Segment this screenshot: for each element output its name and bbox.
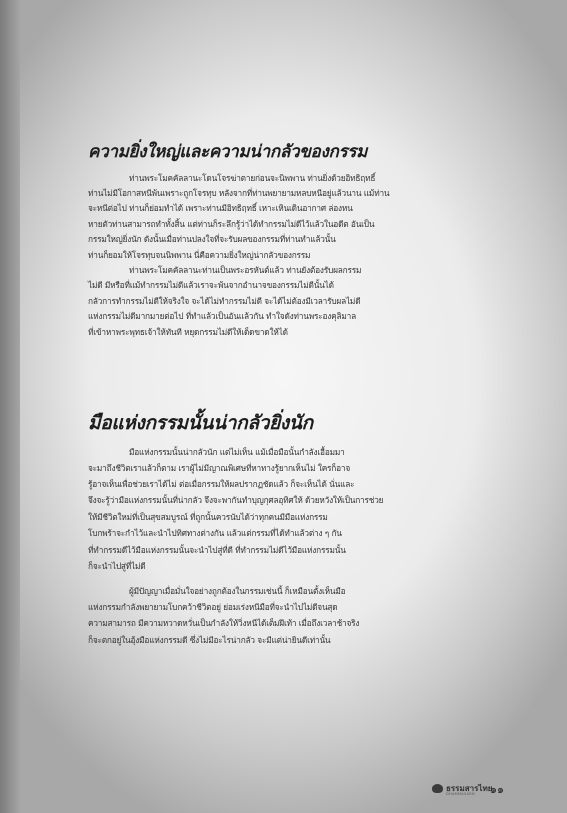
body-line: ไม่ดี มีหรือที่แม้ทำกรรมไม่ดีแล้วเราจะพ้นจากอำนาจของกรรมไม่ดีนั้นได้ <box>88 280 334 290</box>
lotus-logo-icon <box>432 784 443 793</box>
body-line: ท่านพระโมคคัลลานะท่านเป็นพระอรหันต์แล้ว ท่านยังต้องรับผลกรรม <box>129 265 362 275</box>
body-line: จะหนีต่อไป ท่านก็ย่อมทำได้ เพราะท่านมีอิทธิฤทธิ์ เหาะเหินเดินอากาศ ล่องหน <box>88 203 353 213</box>
body-line: มือแห่งกรรมนั้นน่ากลัวนัก แต่ไม่เห็น แม้เมื่อมือนั้นกำลังเอื้อมมา <box>129 447 345 457</box>
body-line: กลัวการทำกรรมไม่ดีให้จริงใจ จะได้ไม่ทำกรรมไม่ดี จะได้ไม่ต้องมีเวลารับผลไม่ดี <box>88 296 361 306</box>
page-number: ๑๑ <box>490 783 504 796</box>
body-line: ท่านก็ยอมให้โจรทุบจนนิพพาน นี่คือความยิ่งใหญ่น่ากลัวของกรรม <box>88 250 311 260</box>
body-line: ให้มีชีวิตใหม่ที่เป็นสุขสมบูรณ์ ที่ถูกนั้นควรนับได้ว่าทุกคนมีมือแห่งกรรม <box>88 512 328 522</box>
body-line: ที่ทำกรรมดีไว้มือแห่งกรรมนั้นจะนำไปสู่ที่ดี ที่ทำกรรมไม่ดีไว้มือแห่งกรรมนั้น <box>88 545 346 555</box>
body-line: ผู้มีปัญญาเมื่อมั่นใจอย่างถูกต้องในกรรมเช่นนี้ ก็เหมือนตั้งเห็นมือ <box>129 586 346 596</box>
body-line: ท่านไม่มีโอกาสหนีพ้นเพราะถูกโจรทุบ หลังจากที่ท่านพยายามหลบหนีอยู่แล้วนาน แม้ท่าน <box>88 188 390 198</box>
body-line: แห่งกรรมไม่ดีมากมายต่อไป ที่ทำแล้วเป็นอันแล้วกัน ทำใจดังท่านพระองคุลิมาล <box>88 311 356 321</box>
body-line: หายตัวท่านสามารถทำทั้งสิ้น แต่ท่านก็ระลึกรู้ว่าได้ทำกรรมไม่ดีไว้แล้วในอดีต อันเป็น <box>88 219 375 229</box>
body-line: แห่งกรรมกำลังพยายามโบกคว้าชีวิตอยู่ ย่อมเร่งหนีมือที่จะนำไปไม่ดีจนสุด <box>88 602 338 612</box>
body-line: โบกพร้าจะกำไว้และนำไปทิศทางต่างกัน แล้วแต่กรรมที่ได้ทำแล้วต่าง ๆ กัน <box>88 528 342 538</box>
body-line: กรรมใหญ่ยิ่งนัก ดังนั้นเมื่อท่านปลงใจที่จะรับผลของกรรมที่ท่านทำแล้วนั้น <box>88 234 336 244</box>
body-line: จะมาถึงชีวิตเราแล้วก็ตาม เราผู้ไม่มีญาณพิเศษที่หาทางรู้ยากเห็นไม่ ใครก็อาจ <box>88 463 351 473</box>
page-spine-shadow <box>0 0 20 813</box>
body-line: ที่เข้าหาพระพุทธเจ้าให้ทันที หยุดกรรมไม่ดีให้เด็ดขาดให้ได้ <box>88 327 288 337</box>
section-heading-1: ความยิ่งใหญ่และความน่ากลัวของกรรม <box>88 142 368 162</box>
body-line: ก็จะนำไปสู่ที่ไม่ดี <box>88 561 146 571</box>
body-line: ท่านพระโมคคัลลานะโดนโจรฆ่าตายก่อนจะนิพพาน ท่านยิ่งด้วยอิทธิฤทธิ์ <box>129 173 376 183</box>
section-heading-2: มือแห่งกรรมนั้นน่ากลัวยิ่งนัก <box>88 412 313 434</box>
publisher-logo <box>432 783 493 796</box>
publisher-logo-text: ธรรมสารไทย <box>446 783 493 793</box>
body-line: รู้อาจเห็นเพื่อช่วยเราได้ไม่ ต่อเมื่อกรรมให้ผลปรากฏชัดแล้ว ก็จะเห็นได้ นั่นและ <box>88 479 355 489</box>
body-line: จึงจะรู้ว่ามือแห่งกรรมนั้นที่น่ากลัว จึงจะพากันทำบุญกุศลอุทิศให้ ด้วยหวังให้เป็นการช่วย <box>88 495 384 505</box>
body-line: ก็จะตกอยู่ในอุ้งมือแห่งกรรมดี ซึ่งไม่มีอะไรน่ากลัว จะมีแต่น่ายินดีเท่านั้น <box>88 635 331 645</box>
body-line: ความสามารถ มีความหวาดหวั่นเป็นกำลังให้วิ่งหนีได้เต็มฝีเท้า เมื่อถึงเวลาช้าจริง <box>88 618 360 628</box>
publisher-logo-subtext: DHAMMASARN <box>446 792 475 796</box>
